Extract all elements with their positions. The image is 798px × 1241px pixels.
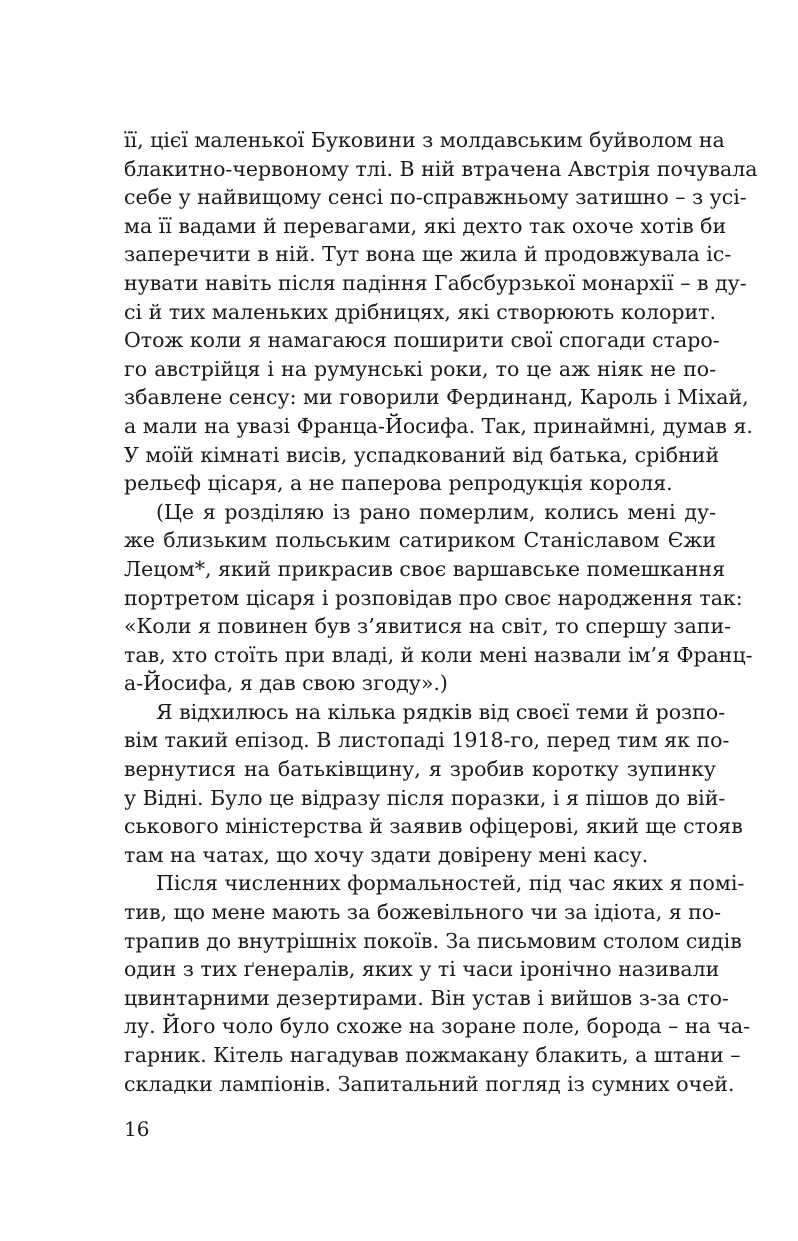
text-line: лу. Його чоло було схоже на зоране поле, борода – на ча- (124, 1014, 751, 1039)
text-line: у Відні. Було це відразу після поразки, і я пішов до вій- (124, 785, 726, 810)
page-number: 16 (124, 1117, 150, 1141)
text-line: трапив до внутрішніх покоїв. За письмовим столом сидів (124, 928, 742, 953)
text-line: У моїй кімнаті висів, успадкований від батька, срібний (124, 442, 720, 467)
text-line: нувати навіть після падіння Габсбурзької монархії – в ду- (124, 270, 747, 295)
text-line: тав, хто стоїть при владі, й коли мені назвали ім’я Франц- (124, 642, 753, 667)
text-line: цвинтарними дезертирами. Він устав і вийшов з-за сто- (124, 985, 729, 1010)
text-line: сі й тих маленьких дрібницях, які створюють колорит. (124, 299, 716, 324)
text-line: заперечити в ній. Тут вона ще жила й продовжувала іс- (124, 242, 732, 267)
text-line: (Це я розділяю із рано померлим, колись мені ду- (156, 499, 716, 524)
text-line: ма її вадами й перевагами, які дехто так охоче хотів би (124, 213, 727, 238)
text-line: вім такий епізод. В листопаді 1918-го, перед тим як по- (124, 728, 730, 753)
text-line: один з тих ґенералів, яких у ті часи іронічно називали (124, 957, 720, 982)
text-line: складки лампіонів. Запитальний погляд із сумних очей. (124, 1071, 735, 1096)
body-text (124, 126, 758, 1098)
text-line: себе у найвищому сенсі по-справжньому затишно – з усі- (124, 185, 747, 210)
text-line: Отож коли я намагаюся поширити свої спогади старо- (124, 328, 720, 353)
text-line: «Коли я повинен був з’явитися на світ, то спершу запи- (124, 614, 732, 639)
text-line: а-Йосифа, я дав свою згоду».) (124, 671, 448, 696)
text-line: там на чатах, що хочу здати довірену мені касу. (124, 842, 649, 867)
text-line: вернутися на батьківщину, я зробив коротку зупинку (124, 757, 716, 782)
text-line: Я відхилюсь на кілька рядків від своєї теми й розпо- (156, 699, 726, 724)
text-line: блакитно-червоному тлі. В ній втрачена Австрія почувала (124, 156, 758, 181)
text-line: збавлене сенсу: ми говорили Фердинанд, Кароль і Міхай, (124, 385, 749, 410)
text-line: же близьким польським сатириком Станіславом Єжи (124, 528, 716, 553)
text-line: гарник. Кітель нагадував пожмакану блакить, а штани – (124, 1043, 741, 1067)
text-line: Лецом*, який прикрасив своє варшавське помешкання (124, 556, 725, 581)
text-line: ськового міністерства й заявив офіцерові, який ще стояв (124, 814, 743, 839)
text-line: рельєф цісаря, а не паперова репродукція короля. (124, 471, 673, 496)
text-line: Після численних формальностей, під час яких я помі- (156, 871, 745, 896)
text-line: а мали на увазі Франца-Йосифа. Так, принаймні, думав я. (124, 413, 753, 438)
text-line: її, цієї маленької Буковини з молдавським буйволом на (124, 128, 725, 152)
text-line: портретом цісаря і розповідав про своє народження так: (124, 585, 743, 610)
text-line: го австрійця і на румунські роки, то це аж ніяк не по- (124, 356, 716, 381)
text-line: тив, що мене мають за божевільного чи за ідіота, я по- (124, 900, 722, 925)
